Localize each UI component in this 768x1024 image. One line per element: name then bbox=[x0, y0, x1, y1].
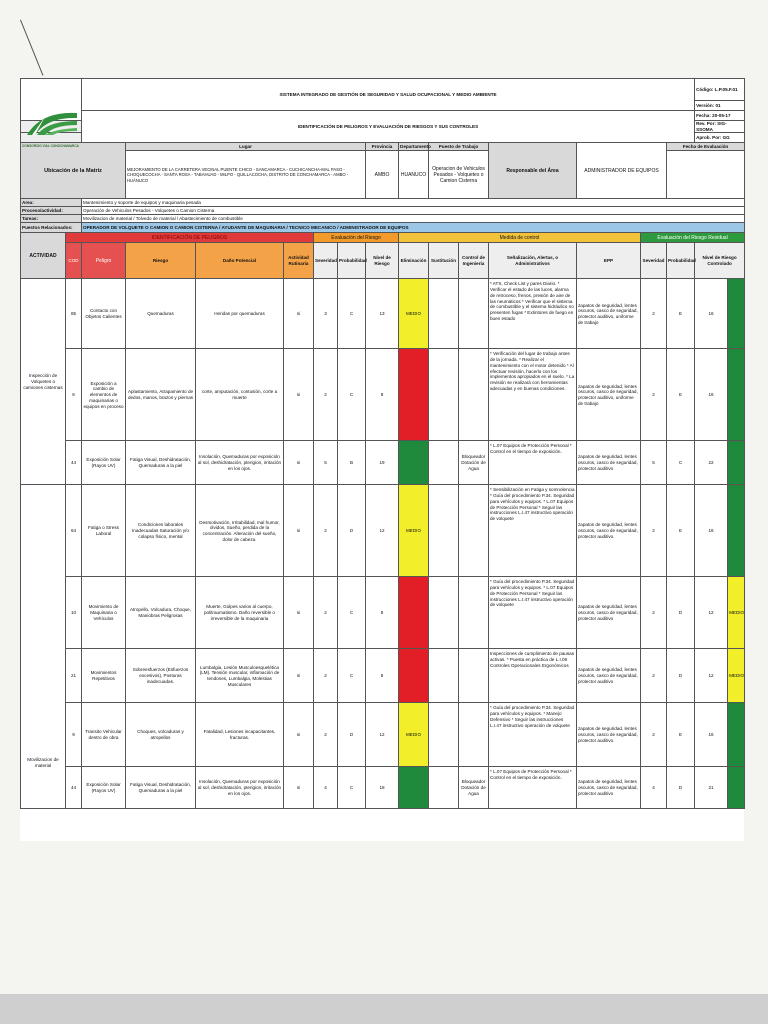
row-peligro: Movimientos Repetitivos bbox=[82, 649, 126, 703]
row-probabilidad: C bbox=[338, 349, 366, 441]
row-riesgo: Fatiga Visual, Deshidratación, Quemaduras a la piel bbox=[126, 767, 196, 809]
row-dano: Insolación, Quemaduras por exposición al sol, deshidratación, pterigion, irritación en los ojos. bbox=[196, 441, 284, 485]
row-controles: * Sensibilización en Fatiga y somnolencia * Guía del procedimiento P.34. Seguridad para vehículos y equipos. * L.07 Equipos de Protección Personal * Seguir las instrucciones L.I.47 instructivo operación de volquete bbox=[489, 485, 577, 577]
col-eliminacion: Eliminación bbox=[399, 243, 429, 279]
row-peligro: Contacto con Objetos Calientes bbox=[82, 279, 126, 349]
ubicacion-label: Ubicación de la Matriz bbox=[21, 143, 126, 199]
row-nivel-residual-indicator bbox=[728, 703, 745, 767]
departamento-label: Departamento bbox=[400, 144, 431, 150]
rev-label: Rev. Por: SIG-SSOMA bbox=[695, 121, 745, 133]
row-severidad: 2 bbox=[314, 485, 338, 577]
row-sustitucion bbox=[429, 703, 459, 767]
row-nivel-numero: 8 bbox=[366, 649, 399, 703]
provincia-label: Provincia bbox=[366, 143, 399, 151]
row-ingenieria bbox=[459, 649, 489, 703]
col-ingenieria: Control de Ingeniería bbox=[459, 243, 489, 279]
table-row bbox=[21, 441, 745, 485]
row-epp: zapatos de seguridad, lentes oscuros, casco de seguridad, protector auditivo bbox=[577, 767, 641, 809]
row-riesgo: Atropello, Volcadura, Choque, Maniobras Peligrosas bbox=[126, 577, 196, 649]
row-severidad-residual: 2 bbox=[641, 349, 667, 441]
row-severidad: 2 bbox=[314, 703, 338, 767]
row-rutinaria: si bbox=[284, 485, 314, 577]
col-epp: EPP bbox=[577, 243, 641, 279]
row-controles: * Guía del procedimiento P.34. Seguridad para vehículos y equipos. * Manejo Defensivo * Seguir las instrucciones L.I.47 instructivo operación de volquete bbox=[489, 703, 577, 767]
row-probabilidad: D bbox=[338, 485, 366, 577]
row-dano: Insolación, Quemaduras por exposición al sol, deshidratación, pterigion, irritación en los ojos. bbox=[196, 767, 284, 809]
row-probabilidad-residual: E bbox=[667, 279, 695, 349]
col-actividad: ACTIVIDAD bbox=[21, 233, 66, 279]
row-probabilidad: D bbox=[338, 703, 366, 767]
row-epp: zapatos de seguridad, lentes oscuros, casco de seguridad, protector auditivo, uniforme de trabajo bbox=[577, 279, 641, 349]
logo-cell bbox=[21, 79, 82, 148]
col-nivel: Nivel de Riesgo bbox=[366, 243, 399, 279]
table-row bbox=[21, 767, 745, 809]
row-probabilidad: C bbox=[338, 767, 366, 809]
row-ingenieria: Bloqueador Dotación de Agua bbox=[459, 767, 489, 809]
row-probabilidad: C bbox=[338, 577, 366, 649]
row-nivel-indicator bbox=[399, 577, 429, 649]
scan-mark bbox=[20, 20, 43, 76]
row-peligro: Exposición a cambio de elementos de maquinarias o equipos en proceso bbox=[82, 349, 126, 441]
table-row bbox=[21, 279, 745, 349]
row-nivel-residual-indicator bbox=[728, 441, 745, 485]
col-riesgo: Riesgo bbox=[126, 243, 196, 279]
puesto-label: Puesto de Trabajo bbox=[429, 143, 489, 151]
document-title: SISTEMA INTEGRADO DE GESTIÓN DE SEGURIDAD Y SALUD OCUPACIONAL Y MEDIO AMBIENTE bbox=[82, 79, 695, 111]
company-logo-icon bbox=[23, 105, 81, 143]
row-nivel-residual-numero: 16 bbox=[695, 279, 728, 349]
aprob-label: Aprob. Por: GG bbox=[695, 133, 745, 143]
row-probabilidad-residual: E bbox=[667, 485, 695, 577]
row-nivel-indicator: MEDIO bbox=[399, 279, 429, 349]
area-value: Mantenimiento y soporte de equipos y maquinaria pesada bbox=[82, 199, 745, 207]
col-peligro: Peligro bbox=[82, 243, 126, 279]
row-sustitucion bbox=[429, 279, 459, 349]
row-rutinaria: si bbox=[284, 767, 314, 809]
row-riesgo: Condiciones laborales Inadecuadas Saturación y/o colapso físico, mental bbox=[126, 485, 196, 577]
row-riesgo: Aplastamiento, Atrapamiento de dedos, manos, brazos y piernas bbox=[126, 349, 196, 441]
row-controles: * L.07 Equipos de Protección Personal * Control en el tiempo de exposición. bbox=[489, 441, 577, 485]
tareas-label: Tareas: bbox=[21, 215, 82, 223]
section-identificacion: IDENTIFICACIÓN DE PELIGROS bbox=[66, 233, 314, 243]
col-rutinaria: Actividad Rutinaria bbox=[284, 243, 314, 279]
row-severidad: 2 bbox=[314, 349, 338, 441]
responsable-value: ADMINISTRADOR DE EQUIPOS bbox=[577, 143, 667, 199]
row-nivel-indicator bbox=[399, 349, 429, 441]
tareas-value: Movilizacion de material / Tolvedo de material / Abastecimiento de combustible bbox=[82, 215, 745, 223]
col-senalizacion: Señalización, Alertas, o Administrativos bbox=[489, 243, 577, 279]
col-probabilidad-residual: Probabilidad bbox=[667, 243, 695, 279]
row-probabilidad-residual: D bbox=[667, 649, 695, 703]
row-controles: * ATS, Check List y pares Diario. * Verificar el estado de las luces, alarma de retroceso, frenos, presión de aire de las neumáticos * Verificar que el sistema de combustible y el sistema hidráulico no presenten fugas * Extintores de fuego en buen estado bbox=[489, 279, 577, 349]
row-nivel-numero: 8 bbox=[366, 577, 399, 649]
row-probabilidad: C bbox=[338, 279, 366, 349]
row-severidad-residual: 2 bbox=[641, 485, 667, 577]
row-severidad-residual: 2 bbox=[641, 649, 667, 703]
provincia-value: AMBO bbox=[366, 151, 399, 199]
row-cod: 6 bbox=[66, 349, 82, 441]
row-nivel-residual-numero: 16 bbox=[695, 485, 728, 577]
row-probabilidad-residual: D bbox=[667, 577, 695, 649]
col-dano: Daño Potencial bbox=[196, 243, 284, 279]
row-sustitucion bbox=[429, 649, 459, 703]
activity-group: Inspección de Volquetes o camiones cisternas bbox=[21, 279, 66, 485]
table-row bbox=[21, 577, 745, 649]
codigo-label: Código: L.P.05.F.01 bbox=[695, 79, 745, 101]
row-cod: 21 bbox=[66, 649, 82, 703]
col-severidad-residual: Severidad bbox=[641, 243, 667, 279]
row-ingenieria bbox=[459, 349, 489, 441]
row-probabilidad: B bbox=[338, 441, 366, 485]
row-severidad: 3 bbox=[314, 279, 338, 349]
table-row bbox=[21, 485, 745, 577]
activity-group: Movilizacion de material bbox=[21, 485, 66, 809]
row-nivel-numero: 19 bbox=[366, 441, 399, 485]
logo-caption: CONSORCIO VIAL CONOCHAMARCA bbox=[22, 143, 79, 148]
row-probabilidad-residual: E bbox=[667, 703, 695, 767]
row-severidad: 4 bbox=[314, 767, 338, 809]
row-probabilidad: C bbox=[338, 649, 366, 703]
section-residual: Evaluación del Riesgo Residual bbox=[641, 233, 745, 243]
row-riesgo: Fatiga Visual, Deshidratación, Quemaduras a la piel bbox=[126, 441, 196, 485]
puestos-label: Puestos Relacionados: bbox=[21, 223, 82, 233]
section-evaluacion: Evaluación del Riesgo bbox=[314, 233, 399, 243]
row-rutinaria: si bbox=[284, 703, 314, 767]
row-epp: zapatos de seguridad, lentes oscuros, casco de seguridad, protector auditivo bbox=[577, 649, 641, 703]
row-sustitucion bbox=[429, 767, 459, 809]
proceso-label: Proceso/actividad: bbox=[21, 207, 82, 215]
table-row bbox=[21, 349, 745, 441]
row-sustitucion bbox=[429, 441, 459, 485]
row-ingenieria: Bloqueador Dotación de Agua bbox=[459, 441, 489, 485]
row-severidad-residual: 2 bbox=[641, 279, 667, 349]
row-controles: Inspecciones de cumplimiento de pausas activas. * Puesta en práctica de L.I.06 Controles Operacionales Ergonómicos bbox=[489, 649, 577, 703]
row-rutinaria: si bbox=[284, 279, 314, 349]
row-cod: 44 bbox=[66, 767, 82, 809]
row-nivel-residual-numero: 21 bbox=[695, 767, 728, 809]
row-severidad-residual: 4 bbox=[641, 767, 667, 809]
row-epp: zapatos de seguridad, lentes oscuros, casco de seguridad, protector auditivo, uniforme de trabajo bbox=[577, 349, 641, 441]
row-nivel-numero: 8 bbox=[366, 349, 399, 441]
row-nivel-residual-indicator: MEDIO bbox=[728, 649, 745, 703]
fecha-eval-value bbox=[667, 151, 745, 199]
row-nivel-residual-numero: 12 bbox=[695, 649, 728, 703]
row-nivel-residual-numero: 16 bbox=[695, 703, 728, 767]
row-ingenieria bbox=[459, 703, 489, 767]
row-nivel-indicator: MEDIO bbox=[399, 703, 429, 767]
row-severidad-residual: 2 bbox=[641, 703, 667, 767]
row-cod: 64 bbox=[66, 485, 82, 577]
row-nivel-residual-indicator bbox=[728, 767, 745, 809]
risk-matrix-table bbox=[20, 78, 745, 809]
row-severidad-residual: 2 bbox=[641, 577, 667, 649]
row-nivel-residual-indicator bbox=[728, 485, 745, 577]
row-severidad: 2 bbox=[314, 577, 338, 649]
row-dano: Lumbalgia, Lesión Musculoesquelética (LM). Tensión muscular, inflamación de tendones, Lumbalgia, Molestias Musculares bbox=[196, 649, 284, 703]
row-nivel-indicator bbox=[399, 441, 429, 485]
row-nivel-indicator: MEDIO bbox=[399, 485, 429, 577]
proceso-value: Operación de Vehiculos Pesados - Volquetes o Camion Cisterna bbox=[82, 207, 745, 215]
fecha-label: Fecha: 20-05-17 bbox=[695, 111, 745, 121]
row-nivel-residual-indicator bbox=[728, 349, 745, 441]
row-nivel-residual-numero: 16 bbox=[695, 349, 728, 441]
row-epp: zapatos de seguridad, lentes oscuros, casco de seguridad, protector auditivo. bbox=[577, 703, 641, 767]
document-subtitle: IDENTIFICACIÓN DE PELIGROS Y EVALUACIÓN DE RIESGOS Y SUS CONTROLES bbox=[82, 111, 695, 143]
row-peligro: Transito Vehicular dentro de obra bbox=[82, 703, 126, 767]
row-nivel-residual-indicator: MEDIO bbox=[728, 577, 745, 649]
area-label: Area: bbox=[21, 199, 82, 207]
row-epp: zapatos de seguridad, lentes oscuros, casco de seguridad, protector auditivo bbox=[577, 441, 641, 485]
row-dano: corte, amputación, contusión, corte a muerte bbox=[196, 349, 284, 441]
row-nivel-numero: 13 bbox=[366, 279, 399, 349]
row-severidad: 2 bbox=[314, 649, 338, 703]
row-ingenieria bbox=[459, 485, 489, 577]
row-ingenieria bbox=[459, 577, 489, 649]
row-controles: * L.07 Equipos de Protección Personal * Control en el tiempo de exposición. bbox=[489, 767, 577, 809]
section-medida: Medida de control bbox=[399, 233, 641, 243]
row-rutinaria: si bbox=[284, 441, 314, 485]
row-nivel-residual-indicator bbox=[728, 279, 745, 349]
row-rutinaria: si bbox=[284, 349, 314, 441]
row-nivel-indicator bbox=[399, 767, 429, 809]
puesto-value: Operacion de Vehiculos Pesados - Volquetes o Camion Cisterna bbox=[429, 151, 489, 199]
col-nivel-residual: Nivel de Riesgo Controlado bbox=[695, 243, 745, 279]
row-sustitucion bbox=[429, 349, 459, 441]
row-cod: 44 bbox=[66, 441, 82, 485]
row-severidad: 5 bbox=[314, 441, 338, 485]
col-cod: COD bbox=[66, 243, 82, 279]
row-probabilidad-residual: C bbox=[667, 441, 695, 485]
version-label: Versión: 01 bbox=[695, 101, 745, 111]
row-ingenieria bbox=[459, 279, 489, 349]
row-rutinaria: si bbox=[284, 577, 314, 649]
row-sustitucion bbox=[429, 485, 459, 577]
row-dano: Muerte, Golpes varios al cuerpo, politraumatismo. Daño reversible o irreversible de la maquinaria bbox=[196, 577, 284, 649]
row-cod: 10 bbox=[66, 577, 82, 649]
row-cod: 9 bbox=[66, 703, 82, 767]
row-riesgo: Sobreesfuerzos (Esfuerzos excesivos), Posturas inadecuadas. bbox=[126, 649, 196, 703]
row-nivel-residual-numero: 12 bbox=[695, 577, 728, 649]
departamento-value: HUANUCO bbox=[399, 151, 429, 199]
row-epp: zapatos de seguridad, lentes oscuros, casco de seguridad, protector auditivo bbox=[577, 577, 641, 649]
row-peligro: Exposición Solar (Rayos UV) bbox=[82, 441, 126, 485]
risk-matrix-sheet bbox=[20, 78, 744, 841]
row-nivel-indicator bbox=[399, 649, 429, 703]
row-riesgo: Quemaduras bbox=[126, 279, 196, 349]
col-probabilidad: Probabilidad bbox=[338, 243, 366, 279]
row-cod: 85 bbox=[66, 279, 82, 349]
table-row bbox=[21, 649, 745, 703]
row-rutinaria: si bbox=[284, 649, 314, 703]
puestos-value: OPERADOR DE VOLQUETE O CAMION O CAMION CISTERNA / AYUDANTE DE MAQUINARIA / TECNICO MECANICO / ADMINISTRADOR DE EQUIPOS bbox=[82, 223, 745, 233]
row-sustitucion bbox=[429, 577, 459, 649]
row-peligro: Movimiento de Maquinaria o Vehículos bbox=[82, 577, 126, 649]
row-controles: * Guía del procedimiento P.34. Seguridad para vehículos y equipos. * L.07 Equipos de Protección Personal * Seguir las instrucciones L.I.47 instructivo operación de volquete bbox=[489, 577, 577, 649]
row-dano: Heridas por quemaduras bbox=[196, 279, 284, 349]
scanner-bottom-edge bbox=[0, 994, 768, 1024]
table-row bbox=[21, 703, 745, 767]
row-probabilidad-residual: D bbox=[667, 767, 695, 809]
fecha-eval-label: Fecha de Evaluación bbox=[667, 143, 745, 151]
row-probabilidad-residual: E bbox=[667, 349, 695, 441]
row-severidad-residual: 5 bbox=[641, 441, 667, 485]
row-controles: * Verificación del lugar de trabajo antes de la jornada. * Realizar el mantenimiento con el motor detenido * Al efectuar revisión, hacerlo con los implementos apropiados en el suelo. * La revisión se realizará con herramientas adecuadas y en buenas condiciones. bbox=[489, 349, 577, 441]
row-nivel-numero: 12 bbox=[366, 485, 399, 577]
row-peligro: Exposición Solar (Rayos UV) bbox=[82, 767, 126, 809]
col-sustitucion: Sustitución bbox=[429, 243, 459, 279]
row-riesgo: Choques, volcaduras y atropellos bbox=[126, 703, 196, 767]
responsable-label: Responsable del Área bbox=[489, 143, 577, 199]
row-nivel-numero: 18 bbox=[366, 767, 399, 809]
lugar-value: MEJORAMIENTO DE LA CARRETERA VECINAL PUENTE CHICO - SANCAMARCA - CUCHICANCHA-MAL PASO - CHOQUECOCHA - SANTA ROSA - TABAHUAD - MILPO - QUILLACOCHA, DISTRITO DE CONCHAMARCA - AMBO - HUÁNUCO bbox=[126, 151, 366, 199]
row-dano: Fatalidad, Lesiones incapacitantes, fracturas. bbox=[196, 703, 284, 767]
lugar-label: Lugar bbox=[126, 143, 366, 151]
row-peligro: Fatiga o Stress Laboral bbox=[82, 485, 126, 577]
row-epp: zapatos de seguridad, lentes oscuros, casco de seguridad, protector auditivo. bbox=[577, 485, 641, 577]
row-nivel-numero: 12 bbox=[366, 703, 399, 767]
row-nivel-residual-numero: 22 bbox=[695, 441, 728, 485]
row-dano: Desmotivación, Irritabilidad, mal humor, olvidos, Sueño, perdida de la concentración. Alteración del sueño, dolor de cabeza. bbox=[196, 485, 284, 577]
col-severidad: Severidad bbox=[314, 243, 338, 279]
